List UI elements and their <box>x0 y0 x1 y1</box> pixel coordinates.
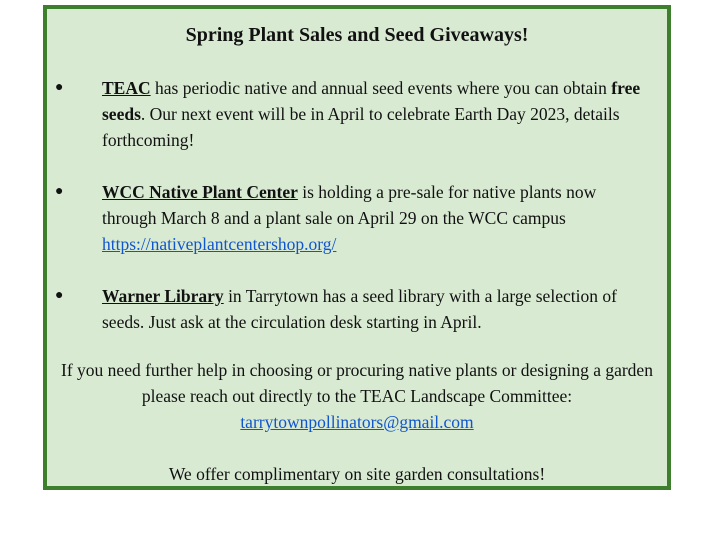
bullet-dot-icon: ● <box>55 80 64 95</box>
free-seeds-text: free seeds <box>102 78 641 124</box>
bullet-text: in Tarrytown has a seed library with a large selection of seeds. Just ask at the circulation desk starting in April. <box>102 286 617 332</box>
bullet-item-warner <box>47 283 667 335</box>
closing-paragraph <box>57 357 657 435</box>
org-name-teac: TEAC <box>102 78 151 98</box>
bullet-text: . Our next event will be in April to celebrate Earth Day 2023, details forthcoming! <box>102 104 620 150</box>
bullet-item-wcc <box>47 179 667 257</box>
org-name-wcc: WCC Native Plant Center <box>102 182 298 202</box>
native-plant-center-link[interactable]: https://nativeplantcentershop.org/ <box>102 234 337 254</box>
bullet-text: has periodic native and annual seed events where you can obtain <box>150 78 612 98</box>
bullet-item-teac <box>47 75 667 153</box>
bullet-text: is holding a pre-sale for native plants now through March 8 and a plant sale on April 29 on the WCC campus <box>102 182 597 228</box>
contact-email-link[interactable]: tarrytownpollinators@gmail.com <box>240 412 474 432</box>
bullet-dot-icon: ● <box>55 184 64 199</box>
announcement-title: Spring Plant Sales and Seed Giveaways! <box>185 24 529 46</box>
closing-text: If you need further help in choosing or procuring native plants or designing a garden please reach out directly to the TEAC Landscape Committee: <box>61 360 653 406</box>
consultation-offer: We offer complimentary on site garden consultations! <box>168 464 546 484</box>
org-name-warner-library: Warner Library <box>102 286 224 306</box>
bullet-dot-icon: ● <box>55 288 64 303</box>
bullet-list <box>47 75 667 361</box>
announcement-box <box>43 5 671 490</box>
